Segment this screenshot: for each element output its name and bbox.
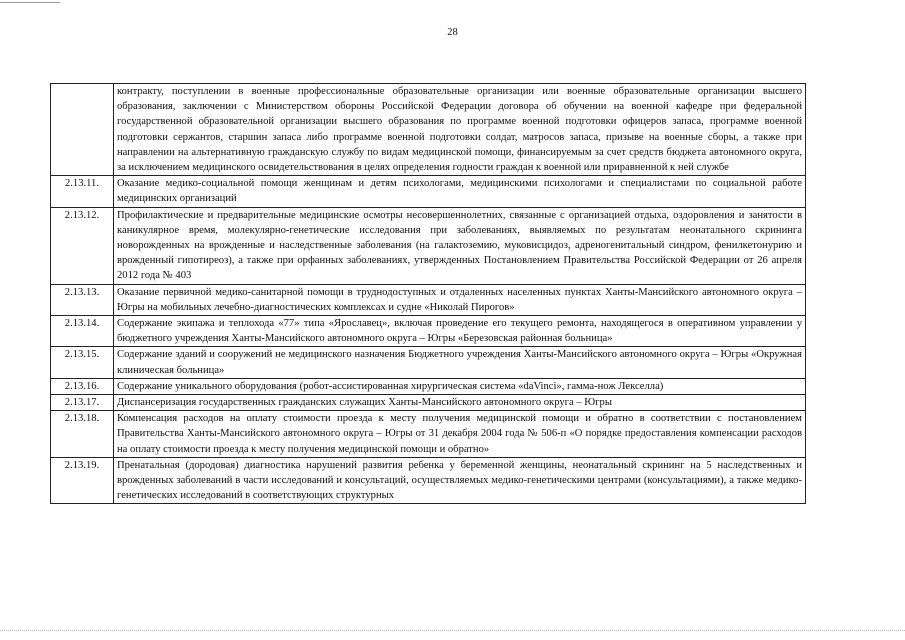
row-number bbox=[51, 84, 114, 176]
row-number: 2.13.14. bbox=[51, 316, 114, 347]
row-text: Пренатальная (дородовая) диагностика нарушений развития ребенка у беременной женщины, неонатальный скрининг на 5 наследственных и врожденных заболеваний в части исследований и консультаций, осуществляемых медико-генетическими центрами (консультациями), а также медико-генетических исследований в соответствующих структурных bbox=[114, 457, 806, 504]
table-row bbox=[51, 347, 806, 378]
table-row bbox=[51, 176, 806, 207]
table-row bbox=[51, 284, 806, 315]
row-number: 2.13.16. bbox=[51, 378, 114, 394]
row-number: 2.13.15. bbox=[51, 347, 114, 378]
row-number: 2.13.13. bbox=[51, 284, 114, 315]
row-number: 2.13.17. bbox=[51, 395, 114, 411]
scan-bottom-edge bbox=[0, 630, 905, 631]
row-number: 2.13.19. bbox=[51, 457, 114, 504]
table-row bbox=[51, 84, 806, 176]
table-row bbox=[51, 395, 806, 411]
row-text: Оказание медико-социальной помощи женщинам и детям психологами, медицинскими психологами и специалистами по социальной работе медицинских организаций bbox=[114, 176, 806, 207]
row-text: Содержание экипажа и теплохода «77» типа «Ярославец», включая проведение его текущего ремонта, находящегося в оперативном управлении у бюджетного учреждения Ханты-Мансийского автономного округа – Югры «Березовская районная больница» bbox=[114, 316, 806, 347]
row-text: контракту, поступлении в военные профессиональные образовательные организации или военные образовательные организации высшего образования, заключении с Министерством обороны Российской Федерации договора об обучении на военной кафедре при федеральной государственной образовательной организации высшего образования по программе военной подготовки офицеров запаса, программе военной подготовки сержантов, старшин запаса либо программе военной подготовки солдат, матросов запаса, призыве на военные сборы, а также при направлении на альтернативную гражданскую службу по видам медицинской помощи, финансируемым за счет средств бюджета автономного округа, за исключением медицинского освидетельствования в целях определения годности граждан к военной или приравненной к ней службе bbox=[114, 84, 806, 176]
row-text: Профилактические и предварительные медицинские осмотры несовершеннолетних, связанные с организацией отдыха, оздоровления и занятости в каникулярное время, молекулярно-генетические исследования при заболеваниях, выявляемых по результатам неонатального скрининга новорожденных на врожденные и наследственные заболевания (на галактоземию, муковисцидоз, адреногенитальный синдром, фенилкетонурию и врожденный гипотиреоз), а также при орфанных заболеваниях, утвержденных Постановлением Правительства Российской Федерации от 26 апреля 2012 года № 403 bbox=[114, 207, 806, 284]
page-number: 28 bbox=[447, 27, 458, 38]
table-row bbox=[51, 457, 806, 504]
row-text: Содержание зданий и сооружений не медицинского назначения Бюджетного учреждения Ханты-Мансийского автономного округа – Югры «Окружная клиническая больница» bbox=[114, 347, 806, 378]
services-table bbox=[50, 83, 806, 504]
table-row bbox=[51, 207, 806, 284]
table-row bbox=[51, 411, 806, 458]
table-row bbox=[51, 316, 806, 347]
row-text: Оказание первичной медико-санитарной помощи в труднодоступных и отдаленных населенных пунктах Ханты-Мансийского автономного округа – Югры на мобильных лечебно-диагностических комплексах и судне «Николай Пирогов» bbox=[114, 284, 806, 315]
row-text: Компенсация расходов на оплату стоимости проезда к месту получения медицинской помощи и обратно в соответствии с постановлением Правительства Ханты-Мансийского автономного округа – Югры от 31 декабря 2004 года № 506-п «О порядке предоставления компенсации расходов на оплату стоимости проезда к месту получения медицинской помощи и обратно» bbox=[114, 411, 806, 458]
row-text: Содержание уникального оборудования (робот-ассистированная хирургическая система «daVinci», гамма-нож Лекселла) bbox=[114, 378, 806, 394]
top-edge-rule bbox=[0, 2, 60, 3]
row-number: 2.13.12. bbox=[51, 207, 114, 284]
row-text: Диспансеризация государственных гражданских служащих Ханты-Мансийского автономного округа – Югры bbox=[114, 395, 806, 411]
row-number: 2.13.11. bbox=[51, 176, 114, 207]
table-row bbox=[51, 378, 806, 394]
row-number: 2.13.18. bbox=[51, 411, 114, 458]
